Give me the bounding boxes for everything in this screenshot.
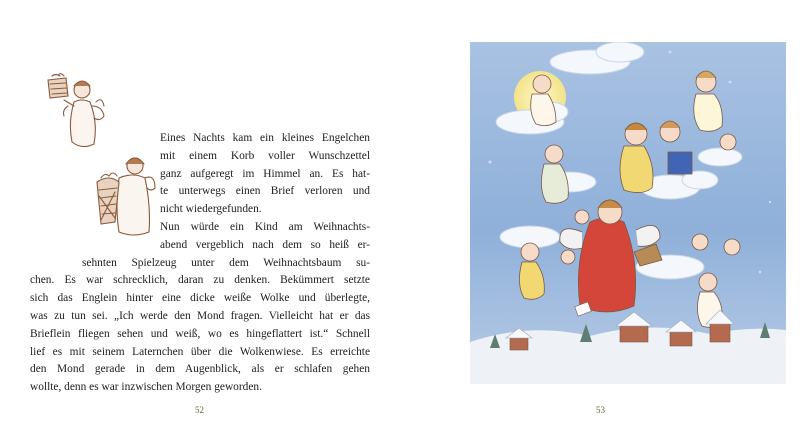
text-line: te unterwegs einen Brief verloren und xyxy=(160,185,370,198)
text-line: ganz aufgeregt im Himmel an. Es hat- xyxy=(160,167,370,180)
christmas-angels-sky-illustration-icon xyxy=(470,42,786,384)
text-line: Brieflein fliegen sehen und weiß, wo es hingeflattert ist.“ Schnell xyxy=(30,327,370,340)
story-text xyxy=(30,130,370,397)
text-line: den Mond gerade in dem Augenblick, als er schlafen gehen xyxy=(30,363,370,376)
text-line: chen. Es war schrecklich, daran zu denken. Bekümmert setzte xyxy=(30,274,370,287)
text-line: Eines Nachts kam ein kleines Engelchen xyxy=(160,132,370,144)
text-line: sich das Englein hinter eine dicke weiße Wolke und überlegte, xyxy=(30,292,370,305)
text-line: wollte, denn es war inzwischen Morgen geworden. xyxy=(30,381,262,394)
text-line: Nun würde ein Kind am Weihnachts- xyxy=(160,220,370,233)
right-page xyxy=(400,0,800,429)
text-line: abend vergeblich nach dem so heiß er- xyxy=(160,238,370,251)
page-number-left: 52 xyxy=(195,405,204,415)
text-line: nicht wiedergefunden. xyxy=(160,203,262,216)
text-line: mit einem Korb voller Wunschzettel xyxy=(160,149,370,162)
page-number-right: 53 xyxy=(596,405,605,415)
text-line: lief es mit seinem Laternchen über die Wolkenwiese. Es erreichte xyxy=(30,345,370,358)
text-line: sehnten Spielzeug unter dem Weihnachtsbaum su- xyxy=(82,256,370,269)
text-line: was zu tun sei. „Ich werde den Mond fragen. Vielleicht hat er das xyxy=(30,309,370,322)
